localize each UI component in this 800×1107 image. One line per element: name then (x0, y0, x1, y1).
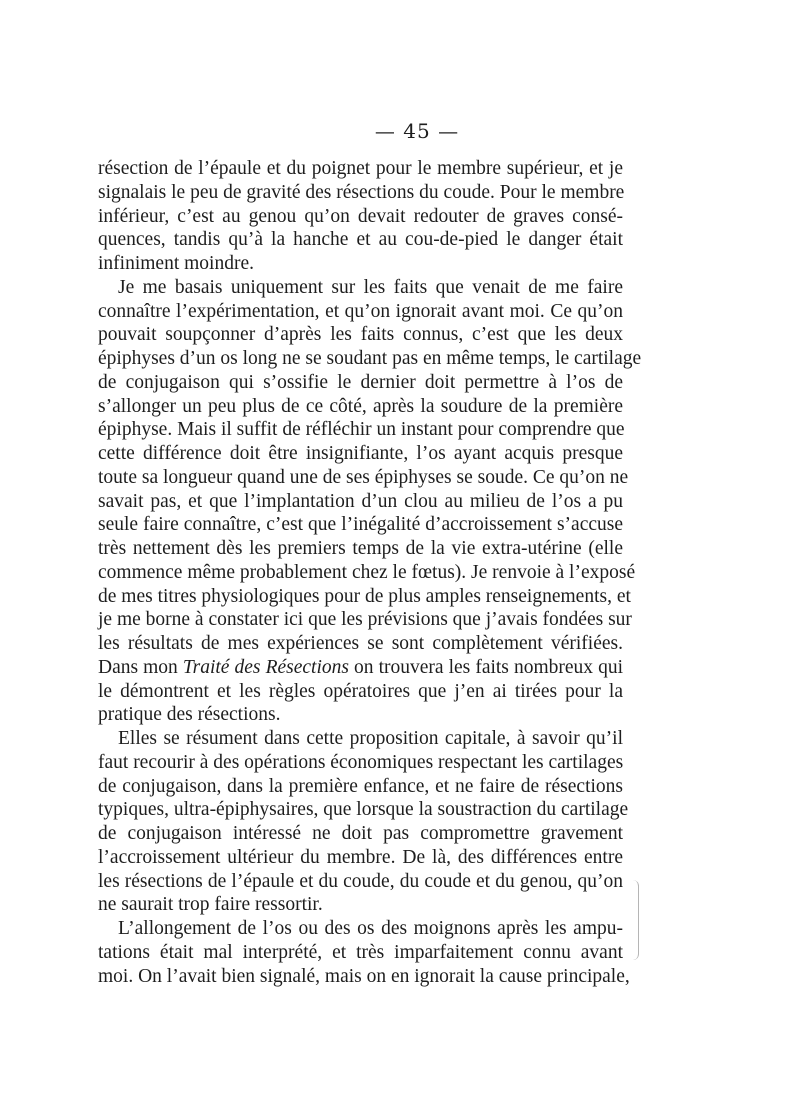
text-line: je me borne à constater ici que les prévisions que j’avais fondées sur (98, 609, 632, 631)
book-title: Traité des Résections (182, 656, 349, 678)
text-line: épiphyse. Mais il suffit de réfléchir un instant pour comprendre que (98, 419, 625, 441)
text-line: le démontrent et les règles opératoires que j’en ai tirées pour la (98, 680, 623, 702)
text-line: pouvait soupçonner d’après les faits connus, c’est que les deux (98, 324, 623, 346)
text-line: de conjugaison, dans la première enfance, et ne faire de résections (98, 775, 623, 797)
margin-bracket-mark (632, 880, 639, 960)
text-line: résection de l’épaule et du poignet pour le membre supérieur, et je (98, 158, 623, 179)
paragraph-1 (98, 157, 623, 276)
body-text (98, 157, 642, 988)
text-line: épiphyses d’un os long ne se soudant pas en même temps, le cartilage (98, 348, 642, 369)
text-line: faut recourir à des opérations économiques respectant les cartilages (98, 751, 624, 773)
text-line: seule faire connaître, c’est que l’inégalité d’accroissement s’accuse (98, 514, 623, 536)
text-line: inférieur, c’est au genou qu’on devait redouter de graves consé- (98, 205, 623, 227)
text-fragment: Dans mon (98, 656, 183, 678)
text-line: commence même probablement chez le fœtus). Je renvoie à l’exposé (98, 561, 636, 583)
page-number: — 45 — (374, 119, 460, 143)
text-line: infiniment moindre. (98, 253, 254, 274)
text-line: Elles se résument dans cette proposition capitale, à savoir qu’il (118, 728, 623, 749)
text-line: moi. On l’avait bien signalé, mais on en ignorait la cause principale, (98, 965, 630, 987)
text-line: quences, tandis qu’à la hanche et au cou-de-pied le danger était (98, 229, 623, 251)
paragraph-4 (98, 917, 630, 988)
text-line: toute sa longueur quand une de ses épiphyses se soude. Ce qu’on ne (98, 466, 629, 488)
paragraph-3 (98, 727, 629, 917)
text-line: les résections de l’épaule et du coude, du coude et du genou, qu’on (98, 870, 623, 892)
text-line: très nettement dès les premiers temps de la vie extra-utérine (elle (98, 538, 623, 559)
text-line: connaître l’expérimentation, et qu’on ignorait avant moi. Ce qu’on (98, 300, 623, 322)
text-line: ne saurait trop faire ressortir. (98, 894, 323, 916)
text-line: savait pas, et que l’implantation d’un clou au milieu de l’os a pu (98, 490, 623, 512)
paragraph-2 (98, 276, 642, 727)
text-line: cette différence doit être insignifiante, l’os ayant acquis presque (98, 443, 623, 464)
text-line: les résultats de mes expériences se sont complètement vérifiées. (98, 633, 623, 654)
text-line: L’allongement de l’os ou des os des moignons après les ampu- (118, 918, 623, 939)
text-line: pratique des résections. (98, 704, 281, 726)
text-line: signalais le peu de gravité des résections du coude. Pour le membre (98, 181, 625, 203)
text-line: s’allonger un peu plus de ce côté, après la soudure de la première (98, 395, 623, 417)
text-line: de conjugaison qui s’ossifie le dernier doit permettre à l’os de (98, 371, 623, 393)
text-line: Je me basais uniquement sur les faits que venait de me faire (118, 276, 623, 298)
text-line: typiques, ultra-épiphysaires, que lorsque la soustraction du cartilage (98, 799, 629, 821)
text-line: l’accroissement ultérieur du membre. De là, des différences entre (98, 846, 623, 868)
text-line: de mes titres physiologiques pour de plus amples renseignements, et (98, 585, 631, 607)
text-line-with-title (98, 656, 623, 680)
text-fragment: on trouvera les faits nombreux qui (348, 656, 623, 678)
text-line: tations était mal interprété, et très imparfaitement connu avant (98, 941, 623, 963)
text-line: de conjugaison intéressé ne doit pas compromettre gravement (98, 823, 623, 844)
